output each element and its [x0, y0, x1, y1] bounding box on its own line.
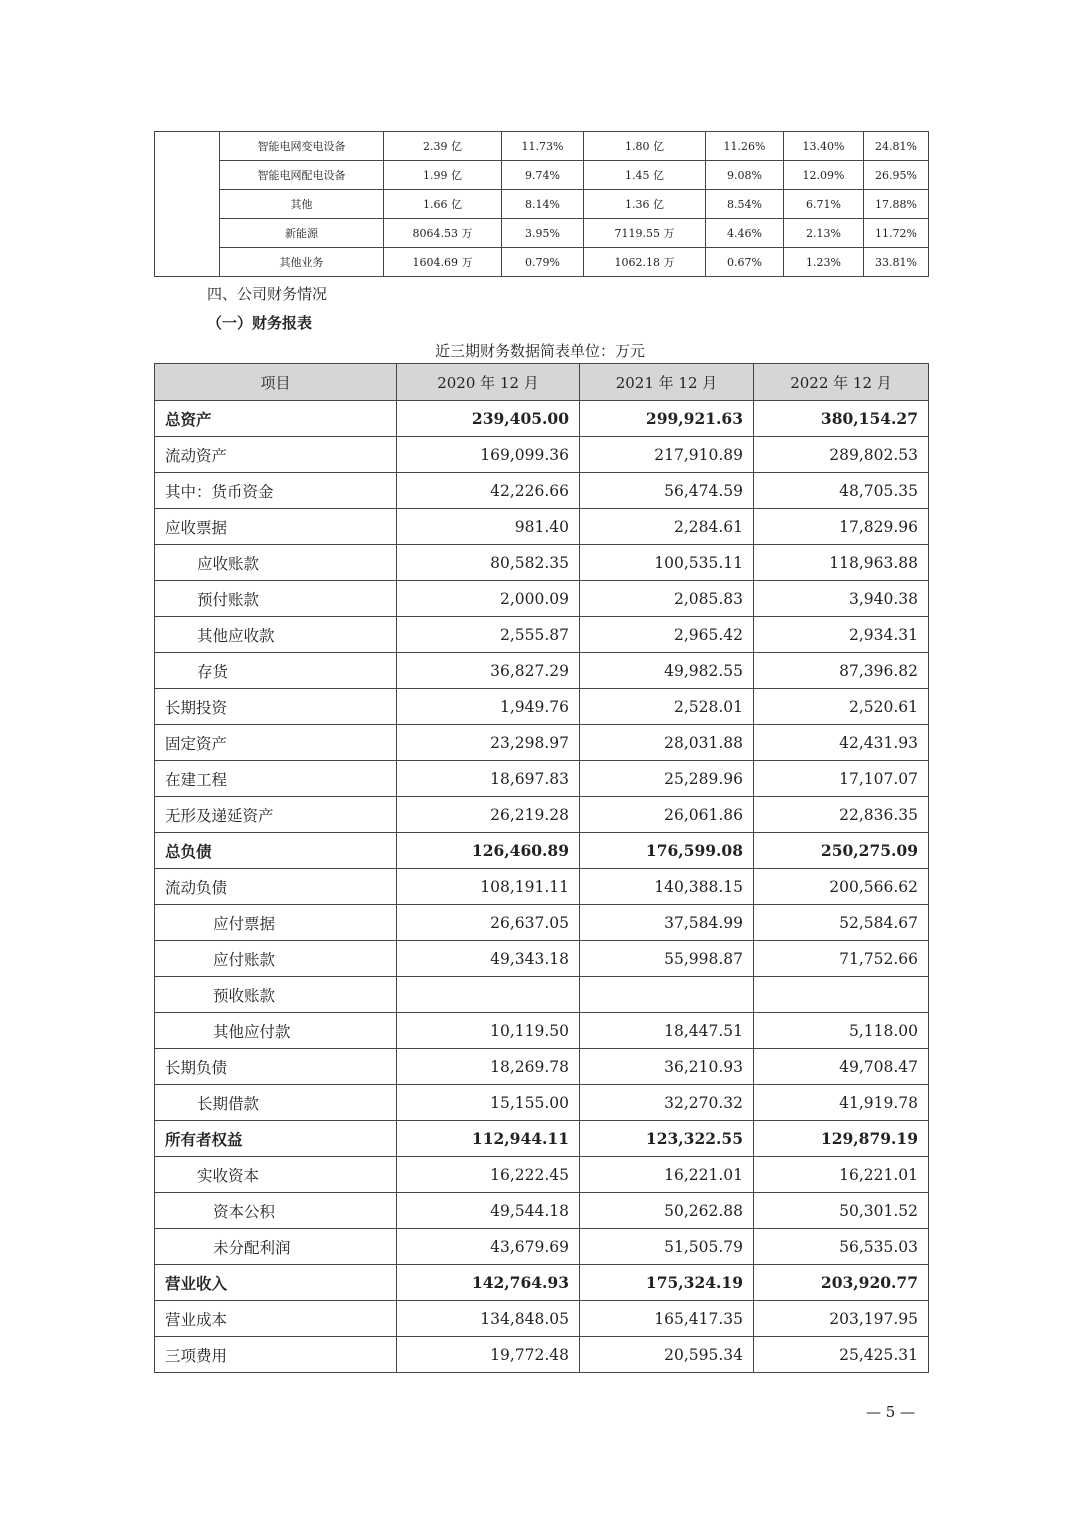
row-label: 其他应收款: [155, 617, 397, 653]
value-cell: 140,388.15: [580, 869, 754, 905]
value-cell: 37,584.99: [580, 905, 754, 941]
table-cell: 24.81%: [864, 132, 929, 161]
value-cell: 18,697.83: [397, 761, 580, 797]
value-cell: 25,289.96: [580, 761, 754, 797]
table-row: [155, 509, 929, 545]
value-cell: 2,284.61: [580, 509, 754, 545]
page-number: — 5 —: [866, 1403, 916, 1421]
value-cell: 126,460.89: [397, 833, 580, 869]
table-row: [155, 1121, 929, 1157]
value-cell: 26,061.86: [580, 797, 754, 833]
table-row: [155, 797, 929, 833]
table-row: [155, 219, 929, 248]
table-row: [155, 869, 929, 905]
value-cell: 28,031.88: [580, 725, 754, 761]
value-cell: [754, 977, 929, 1013]
value-cell: 15,155.00: [397, 1085, 580, 1121]
value-cell: 100,535.11: [580, 545, 754, 581]
table-cell: 1.45 亿: [584, 161, 706, 190]
value-cell: 217,910.89: [580, 437, 754, 473]
row-label: 三项费用: [155, 1337, 397, 1373]
value-cell: 165,417.35: [580, 1301, 754, 1337]
value-cell: 16,221.01: [754, 1157, 929, 1193]
value-cell: 87,396.82: [754, 653, 929, 689]
value-cell: 203,920.77: [754, 1265, 929, 1301]
row-label: 预收账款: [155, 977, 397, 1013]
row-label: 实收资本: [155, 1157, 397, 1193]
value-cell: 50,301.52: [754, 1193, 929, 1229]
segment-revenue-table: [154, 131, 929, 277]
value-cell: 16,222.45: [397, 1157, 580, 1193]
table-cell: 1062.18 万: [584, 248, 706, 277]
value-cell: 42,226.66: [397, 473, 580, 509]
table-row: [155, 1013, 929, 1049]
table-cell: 1.66 亿: [384, 190, 502, 219]
value-cell: 32,270.32: [580, 1085, 754, 1121]
table-cell: 26.95%: [864, 161, 929, 190]
value-cell: 118,963.88: [754, 545, 929, 581]
table-row: [155, 689, 929, 725]
value-cell: 49,708.47: [754, 1049, 929, 1085]
table-cell: 11.73%: [502, 132, 584, 161]
row-label: 流动负债: [155, 869, 397, 905]
value-cell: 203,197.95: [754, 1301, 929, 1337]
value-cell: 175,324.19: [580, 1265, 754, 1301]
row-label: 长期投资: [155, 689, 397, 725]
table-row: [155, 653, 929, 689]
value-cell: 10,119.50: [397, 1013, 580, 1049]
value-cell: 26,219.28: [397, 797, 580, 833]
table-cell: 17.88%: [864, 190, 929, 219]
value-cell: 2,965.42: [580, 617, 754, 653]
value-cell: 2,934.31: [754, 617, 929, 653]
value-cell: 80,582.35: [397, 545, 580, 581]
row-label: 长期借款: [155, 1085, 397, 1121]
value-cell: 1,949.76: [397, 689, 580, 725]
value-cell: 18,447.51: [580, 1013, 754, 1049]
table-row: [155, 725, 929, 761]
value-cell: 16,221.01: [580, 1157, 754, 1193]
table-row: [155, 941, 929, 977]
value-cell: 49,544.18: [397, 1193, 580, 1229]
value-cell: 2,000.09: [397, 581, 580, 617]
table-row: [155, 401, 929, 437]
value-cell: 142,764.93: [397, 1265, 580, 1301]
table-row: [155, 617, 929, 653]
value-cell: 55,998.87: [580, 941, 754, 977]
row-label: 营业成本: [155, 1301, 397, 1337]
value-cell: 23,298.97: [397, 725, 580, 761]
value-cell: 17,107.07: [754, 761, 929, 797]
table-cell: 9.74%: [502, 161, 584, 190]
table-row: [155, 833, 929, 869]
row-label: 所有者权益: [155, 1121, 397, 1157]
row-label: 预付账款: [155, 581, 397, 617]
table-cell: 11.26%: [706, 132, 784, 161]
row-label: 存货: [155, 653, 397, 689]
value-cell: 19,772.48: [397, 1337, 580, 1373]
segment-name: 智能电网变电设备: [220, 132, 384, 161]
table-cell: 33.81%: [864, 248, 929, 277]
table-row: [155, 545, 929, 581]
value-cell: 176,599.08: [580, 833, 754, 869]
row-label: 应收票据: [155, 509, 397, 545]
value-cell: 380,154.27: [754, 401, 929, 437]
segment-name: 其他: [220, 190, 384, 219]
table-row: [155, 1157, 929, 1193]
table-cell: 8.14%: [502, 190, 584, 219]
row-label: 总资产: [155, 401, 397, 437]
row-label: 长期负债: [155, 1049, 397, 1085]
value-cell: 129,879.19: [754, 1121, 929, 1157]
table-cell: 1.80 亿: [584, 132, 706, 161]
value-cell: 22,836.35: [754, 797, 929, 833]
row-label: 无形及递延资产: [155, 797, 397, 833]
table-cell: 13.40%: [784, 132, 864, 161]
table-row: [155, 473, 929, 509]
table-cell: 1.99 亿: [384, 161, 502, 190]
row-label: 未分配利润: [155, 1229, 397, 1265]
table-cell: 7119.55 万: [584, 219, 706, 248]
row-label: 应收账款: [155, 545, 397, 581]
row-label: 固定资产: [155, 725, 397, 761]
value-cell: 36,827.29: [397, 653, 580, 689]
row-label: 流动资产: [155, 437, 397, 473]
value-cell: 56,474.59: [580, 473, 754, 509]
table-cell: 3.95%: [502, 219, 584, 248]
value-cell: 299,921.63: [580, 401, 754, 437]
value-cell: 26,637.05: [397, 905, 580, 941]
value-cell: 18,269.78: [397, 1049, 580, 1085]
value-cell: 71,752.66: [754, 941, 929, 977]
section-heading: 四、公司财务情况: [207, 285, 328, 303]
row-label: 应付票据: [155, 905, 397, 941]
row-label: 在建工程: [155, 761, 397, 797]
value-cell: 981.40: [397, 509, 580, 545]
table-row: [155, 248, 929, 277]
table-cell: 12.09%: [784, 161, 864, 190]
value-cell: 2,085.83: [580, 581, 754, 617]
table-cell: 0.79%: [502, 248, 584, 277]
value-cell: 43,679.69: [397, 1229, 580, 1265]
table-row: [155, 190, 929, 219]
value-cell: 250,275.09: [754, 833, 929, 869]
segment-name: 智能电网配电设备: [220, 161, 384, 190]
table-row: [155, 761, 929, 797]
table-cell: 2.39 亿: [384, 132, 502, 161]
table-row: [155, 581, 929, 617]
value-cell: 56,535.03: [754, 1229, 929, 1265]
table-row: [155, 1049, 929, 1085]
table-cell: 11.72%: [864, 219, 929, 248]
value-cell: 108,191.11: [397, 869, 580, 905]
table-row: [155, 1265, 929, 1301]
column-header: 项目: [155, 364, 397, 401]
table-cell: 2.13%: [784, 219, 864, 248]
table-row: [155, 132, 929, 161]
table-row: [155, 977, 929, 1013]
table-cell: 6.71%: [784, 190, 864, 219]
value-cell: [397, 977, 580, 1013]
value-cell: 36,210.93: [580, 1049, 754, 1085]
value-cell: 169,099.36: [397, 437, 580, 473]
table-row: [155, 905, 929, 941]
table-cell: 1604.69 万: [384, 248, 502, 277]
table-row: [155, 1229, 929, 1265]
table-row: [155, 1193, 929, 1229]
table-row: [155, 161, 929, 190]
value-cell: 2,555.87: [397, 617, 580, 653]
value-cell: 52,584.67: [754, 905, 929, 941]
value-cell: 2,520.61: [754, 689, 929, 725]
value-cell: 2,528.01: [580, 689, 754, 725]
table-caption: 近三期财务数据简表单位：万元: [434, 342, 645, 360]
value-cell: 123,322.55: [580, 1121, 754, 1157]
row-label: 其他应付款: [155, 1013, 397, 1049]
column-header: 2020 年 12 月: [397, 364, 580, 401]
value-cell: 41,919.78: [754, 1085, 929, 1121]
value-cell: 5,118.00: [754, 1013, 929, 1049]
value-cell: 48,705.35: [754, 473, 929, 509]
table-cell: 1.36 亿: [584, 190, 706, 219]
row-label: 营业收入: [155, 1265, 397, 1301]
value-cell: 112,944.11: [397, 1121, 580, 1157]
row-label: 其中：货币资金: [155, 473, 397, 509]
segment-name: 其他业务: [220, 248, 384, 277]
table-cell: 8064.53 万: [384, 219, 502, 248]
segment-name: 新能源: [220, 219, 384, 248]
subsection-heading: （一）财务报表: [207, 314, 313, 332]
value-cell: 289,802.53: [754, 437, 929, 473]
value-cell: 17,829.96: [754, 509, 929, 545]
financial-data-table: [154, 363, 929, 1373]
table-cell: 8.54%: [706, 190, 784, 219]
table-header-row: [155, 364, 929, 401]
row-label: 应付账款: [155, 941, 397, 977]
table-row: [155, 437, 929, 473]
value-cell: 134,848.05: [397, 1301, 580, 1337]
value-cell: 25,425.31: [754, 1337, 929, 1373]
column-header: 2022 年 12 月: [754, 364, 929, 401]
table-row: [155, 1301, 929, 1337]
column-header: 2021 年 12 月: [580, 364, 754, 401]
value-cell: 42,431.93: [754, 725, 929, 761]
value-cell: 20,595.34: [580, 1337, 754, 1373]
table-cell: 0.67%: [706, 248, 784, 277]
value-cell: 51,505.79: [580, 1229, 754, 1265]
value-cell: 239,405.00: [397, 401, 580, 437]
row-label: 资本公积: [155, 1193, 397, 1229]
table-cell: 9.08%: [706, 161, 784, 190]
table-cell: 1.23%: [784, 248, 864, 277]
value-cell: 50,262.88: [580, 1193, 754, 1229]
merged-category-cell: [155, 132, 220, 277]
row-label: 总负债: [155, 833, 397, 869]
value-cell: 49,343.18: [397, 941, 580, 977]
value-cell: 49,982.55: [580, 653, 754, 689]
table-row: [155, 1337, 929, 1373]
table-row: [155, 1085, 929, 1121]
table-cell: 4.46%: [706, 219, 784, 248]
value-cell: 3,940.38: [754, 581, 929, 617]
value-cell: [580, 977, 754, 1013]
value-cell: 200,566.62: [754, 869, 929, 905]
